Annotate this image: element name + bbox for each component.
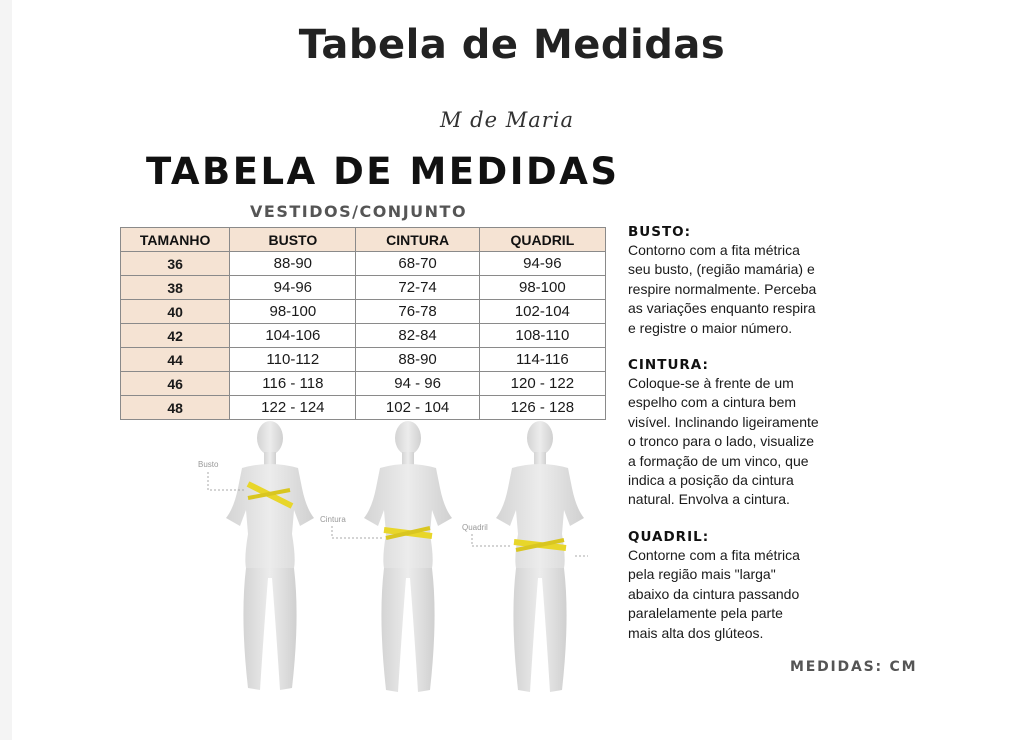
instruction-line: o tronco para o lado, visualize: [628, 433, 814, 450]
instruction-line: natural. Envolva a cintura.: [628, 491, 790, 508]
instruction-line: respire normalmente. Perceba: [628, 280, 817, 297]
size-cell: 46: [121, 372, 230, 396]
instruction-line: Contorne com a fita métrica: [628, 547, 800, 563]
quadril-cell: 94-96: [479, 252, 605, 276]
table-row: [121, 276, 606, 300]
busto-cell: 110-112: [230, 348, 356, 372]
cintura-cell: 88-90: [356, 348, 479, 372]
instruction-line: e registre o maior número.: [628, 319, 793, 336]
busto-cell: 88-90: [230, 252, 356, 276]
mannequin-quadril: [496, 421, 584, 692]
quadril-cell: 108-110: [479, 324, 605, 348]
instruction-line: indica a posição da cintura: [628, 472, 794, 489]
size-cell: 44: [121, 348, 230, 372]
size-table: [120, 227, 606, 420]
card-subtitle: VESTIDOS/CONJUNTO: [250, 202, 468, 221]
quadril-cell: 98-100: [479, 276, 605, 300]
quadril-cell: 114-116: [479, 348, 605, 372]
cintura-cell: 102 - 104: [356, 396, 479, 420]
instruction-line: Contorno com a fita métrica: [628, 242, 800, 258]
header-cintura: CINTURA: [356, 228, 479, 252]
cintura-cell: 72-74: [356, 276, 479, 300]
instruction-heading: CINTURA:: [628, 357, 709, 373]
size-cell: 36: [121, 252, 230, 276]
mannequin-cintura: [364, 421, 452, 692]
quadril-cell: 120 - 122: [479, 372, 605, 396]
instruction-line: Coloque-se à frente de um: [628, 375, 794, 391]
table-row: [121, 396, 606, 420]
instruction-line: a formação de um vinco, que: [628, 452, 809, 469]
busto-cell: 116 - 118: [230, 372, 356, 396]
brand-logo: M de Maria: [440, 108, 575, 132]
table-row: [121, 252, 606, 276]
instruction-line: espelho com a cintura bem: [628, 394, 797, 411]
cintura-cell: 76-78: [356, 300, 479, 324]
table-row: [121, 300, 606, 324]
cintura-cell: 68-70: [356, 252, 479, 276]
instruction-quadril: [628, 529, 843, 643]
table-row: [121, 324, 606, 348]
header-tamanho: TAMANHO: [121, 228, 230, 252]
label-busto: Busto: [198, 460, 219, 469]
page-title: Tabela de Medidas: [298, 22, 726, 68]
instruction-line: paralelamente pela parte: [628, 605, 783, 622]
table-row: [121, 348, 606, 372]
units-label: MEDIDAS: CM: [790, 659, 918, 675]
instruction-line: abaixo da cintura passando: [628, 585, 800, 602]
size-cell: 38: [121, 276, 230, 300]
header-busto: BUSTO: [230, 228, 356, 252]
instruction-line: as variações enquanto respira: [628, 300, 816, 317]
quadril-cell: 102-104: [479, 300, 605, 324]
table-row: [121, 372, 606, 396]
busto-cell: 98-100: [230, 300, 356, 324]
size-cell: 40: [121, 300, 230, 324]
busto-cell: 122 - 124: [230, 396, 356, 420]
card-title: TABELA DE MEDIDAS: [146, 150, 620, 193]
instruction-line: mais alta dos glúteos.: [628, 624, 764, 641]
table-header-row: [121, 228, 606, 252]
quadril-cell: 126 - 128: [479, 396, 605, 420]
cintura-cell: 82-84: [356, 324, 479, 348]
header-quadril: QUADRIL: [479, 228, 605, 252]
busto-cell: 104-106: [230, 324, 356, 348]
measurement-figures: [190, 418, 610, 708]
instruction-line: visível. Inclinando ligeiramente: [628, 413, 819, 430]
cintura-cell: 94 - 96: [356, 372, 479, 396]
mannequin-busto: [226, 421, 314, 690]
size-cell: 42: [121, 324, 230, 348]
instruction-heading: QUADRIL:: [628, 529, 710, 545]
instruction-line: pela região mais "larga": [628, 566, 776, 583]
instruction-line: seu busto, (região mamária) e: [628, 261, 815, 278]
instruction-busto: [628, 224, 843, 338]
page-edge-strip: [0, 0, 12, 740]
instruction-heading: BUSTO:: [628, 224, 692, 240]
size-cell: 48: [121, 396, 230, 420]
label-quadril: Quadril: [462, 523, 488, 532]
label-cintura: Cintura: [320, 515, 346, 524]
busto-cell: 94-96: [230, 276, 356, 300]
instruction-cintura: [628, 357, 843, 510]
